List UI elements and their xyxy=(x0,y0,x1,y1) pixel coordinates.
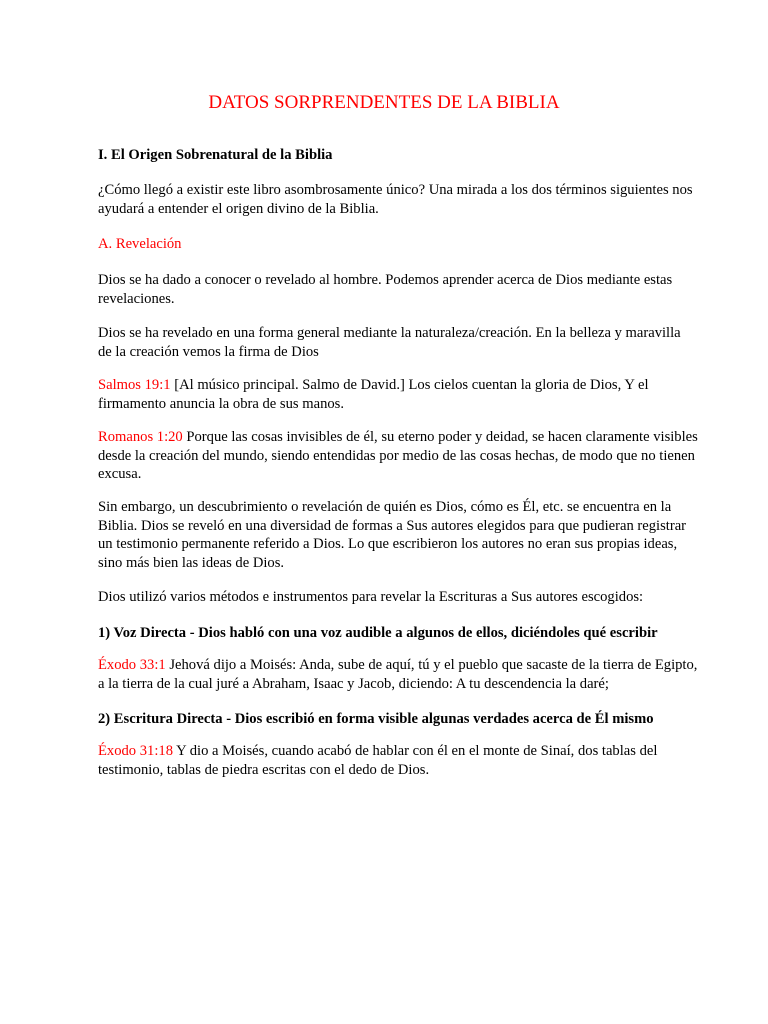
paragraph-general-revelation: Dios se ha revelado en una forma general mediante la naturaleza/creación. En la belleza y maravilla de la creación vemos la firma de Dios xyxy=(98,325,681,360)
method2-heading: 2) Escritura Directa - Dios escribió en forma visible algunas verdades acerca de Él mismo xyxy=(98,711,654,727)
subsection-heading: A. Revelación xyxy=(98,236,182,252)
verse-text: Jehová dijo a Moisés: Anda, sube de aquí, tú y el pueblo que sacaste de la tierra de Egipto, a la tierra de la cual juré a Abraham, Isaac y Jacob, diciendo: A tu descendencia la daré; xyxy=(98,657,698,692)
intro-paragraph: ¿Cómo llegó a existir este libro asombrosamente único? Una mirada a los dos términos siguientes nos ayudará a entender el origen divino de la Biblia. xyxy=(98,182,693,217)
verse-reference: Romanos 1:20 xyxy=(98,429,183,445)
verse-text: [Al músico principal. Salmo de David.] Los cielos cuentan la gloria de Dios, Y el firmamento anuncia la obra de sus manos. xyxy=(98,377,649,412)
verse-reference: Salmos 19:1 xyxy=(98,377,171,393)
verse-reference: Éxodo 33:1 xyxy=(98,657,166,673)
verse-salmos xyxy=(98,376,698,413)
paragraph-special-revelation: Sin embargo, un descubrimiento o revelación de quién es Dios, cómo es Él, etc. se encuentra en la Biblia. Dios se reveló en una diversidad de formas a Sus autores elegidos para que pudieran registrar un testimonio permanente referido a Dios. Lo que escribieron los autores no eran sus propias ideas, sino más bien las ideas de Dios. xyxy=(98,499,687,571)
verse-exodo-33 xyxy=(98,656,698,693)
paragraph-revelation: Dios se ha dado a conocer o revelado al hombre. Podemos aprender acerca de Dios mediante estas revelaciones. xyxy=(98,272,673,307)
verse-text: Porque las cosas invisibles de él, su eterno poder y deidad, se hacen claramente visibles desde la creación del mundo, siendo entendidas por medio de las cosas hechas, de modo que no tienen excusa. xyxy=(98,429,698,482)
verse-exodo-31 xyxy=(98,742,698,779)
section-heading: I. El Origen Sobrenatural de la Biblia xyxy=(98,147,333,163)
paragraph-methods: Dios utilizó varios métodos e instrumentos para revelar la Escrituras a Sus autores escogidos: xyxy=(98,589,644,605)
method1-heading: 1) Voz Directa - Dios habló con una voz audible a algunos de ellos, diciéndoles qué escribir xyxy=(98,625,658,641)
document-title: DATOS SORPRENDENTES DE LA BIBLIA xyxy=(208,92,560,113)
verse-romanos xyxy=(98,428,698,484)
verse-reference: Éxodo 31:18 xyxy=(98,743,173,759)
verse-text: Y dio a Moisés, cuando acabó de hablar con él en el monte de Sinaí, dos tablas del testimonio, tablas de piedra escritas con el dedo de Dios. xyxy=(98,743,658,778)
